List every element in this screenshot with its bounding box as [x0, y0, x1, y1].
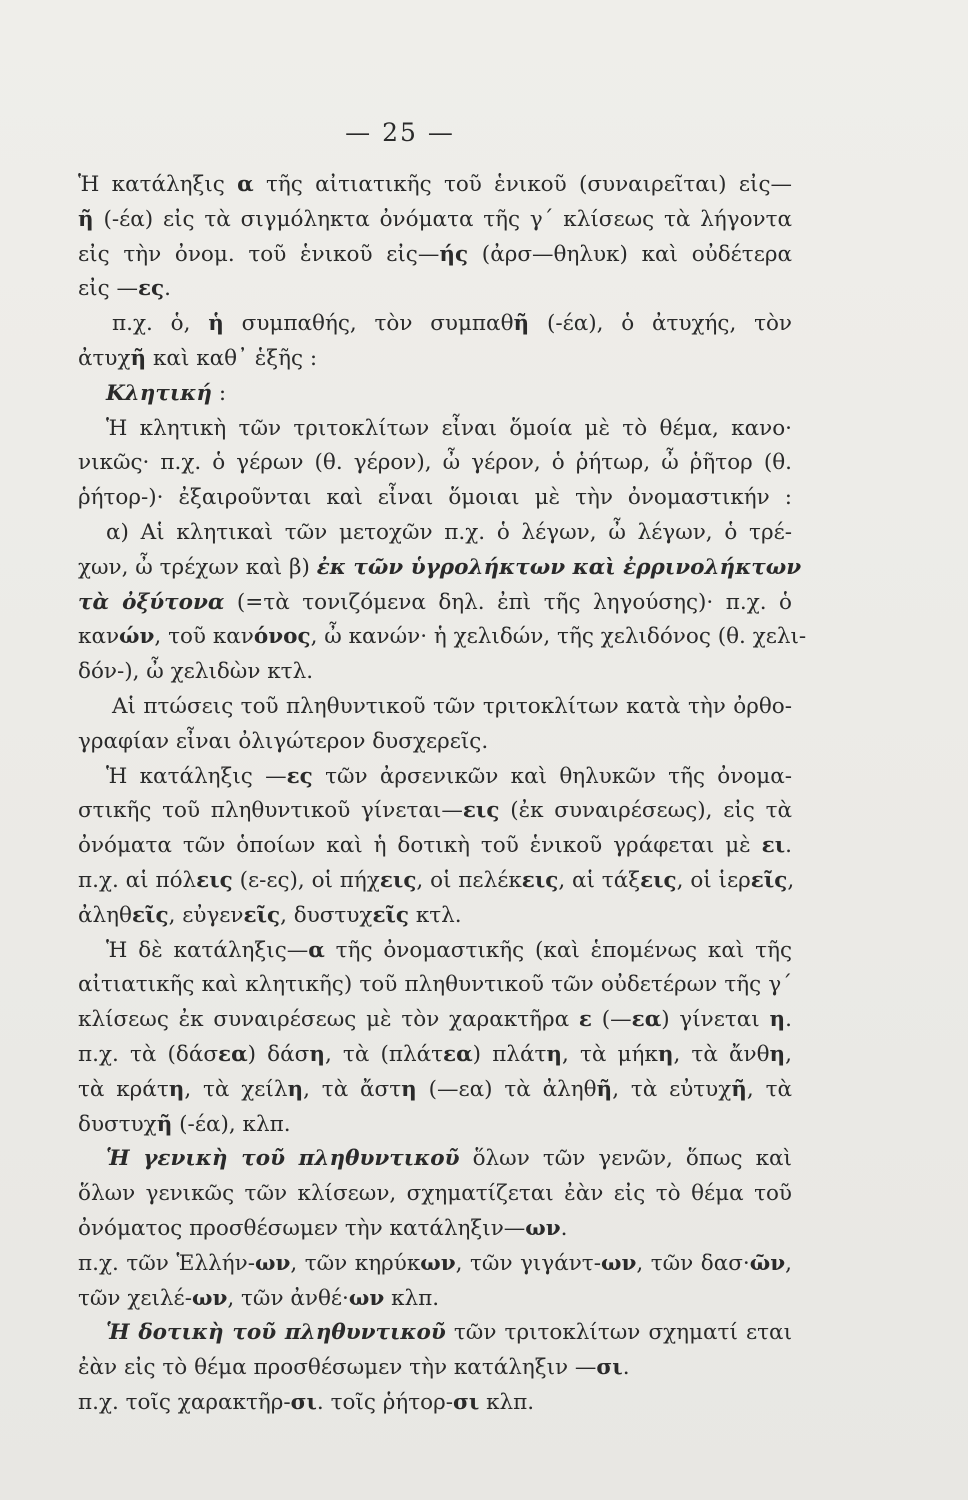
emphasis-italic: Ἡ γενικὴ τοῦ πληθυντικοῦ [106, 1146, 460, 1172]
emphasis-italic: Ἡ δοτικὴ τοῦ πληθυντικοῦ [106, 1320, 446, 1346]
emphasis: εα [443, 1041, 473, 1067]
emphasis-italic: τὰ ὀξύτονα [78, 589, 225, 615]
section-heading: Κλητική : [106, 380, 227, 406]
text-line: τὰ κράτη, τὰ χείλη, τὰ ἄστη (—εα) τὰ ἀληθῆ, τὰ εὐτυχῆ, τὰ [78, 1076, 792, 1102]
emphasis: εῖς [372, 902, 410, 928]
emphasis: η [769, 1041, 786, 1067]
text-line: ὀνόματα τῶν ὁποίων καὶ ἡ δοτικὴ τοῦ ἑνικοῦ γράφεται μὲ ει. [78, 833, 792, 859]
emphasis: σι [596, 1355, 623, 1381]
text-line: ὀνόματος προσθέσωμεν τὴν κατάληξιν—ων. [78, 1215, 568, 1241]
emphasis: ῆ [513, 311, 530, 337]
text-line: εἰς τὴν ὀνομ. τοῦ ἑνικοῦ εἰς—ής (ἀρσ—θηλυκ) καὶ οὐδέτερα [78, 241, 792, 267]
emphasis: ῆ [596, 1076, 613, 1102]
text-line: Ἡ κλητικὴ τῶν τριτοκλίτων εἶναι ὅμοία μὲ τὸ θέμα, κανο· [106, 415, 792, 441]
emphasis: α [308, 937, 325, 963]
body-text [78, 168, 807, 1421]
emphasis: ῆ [78, 206, 94, 232]
emphasis: ῆ [156, 1111, 173, 1137]
text-line: π.χ. τὰ (δάσεα) δάση, τὰ (πλάτεα) πλάτη, τὰ μήκη, τὰ ἄνθη, [78, 1041, 792, 1067]
text-line: π.χ. τῶν Ἑλλήν-ων, τῶν κηρύκων, τῶν γιγάντ-ων, τῶν δασ·ῶν, [78, 1250, 792, 1276]
text-line: Ἡ κατάληξις α τῆς αἰτιατικῆς τοῦ ἑνικοῦ (συναιρεῖται) εἰς— [78, 172, 792, 197]
text-line: ἀτυχῆ καὶ καθ᾽ ἑξῆς : [78, 345, 318, 371]
emphasis-italic: ἐκ τῶν ὑγρολήκτων καὶ ἐρρινολήκτων [316, 554, 802, 580]
emphasis: ες [286, 763, 313, 789]
emphasis: η [309, 1041, 325, 1067]
emphasis: ἡ [208, 311, 224, 337]
emphasis: εα [218, 1041, 248, 1067]
text-line: δυστυχῆ (-έα), κλπ. [78, 1111, 291, 1137]
emphasis: η [401, 1076, 417, 1102]
emphasis: ῶν [749, 1250, 786, 1276]
text-line: ὅλων γενικῶς τῶν κλίσεων, σχηματίζεται ἐὰν εἰς τὸ θέμα τοῦ [78, 1181, 792, 1207]
text-line: εἰς —ες. [78, 276, 171, 302]
emphasis: εις [521, 867, 559, 893]
emphasis: ων [254, 1250, 291, 1276]
emphasis-italic: Κλητική [106, 380, 213, 406]
text-line: τὰ ὀξύτονα (=τὰ τονιζόμενα δηλ. ἐπὶ τῆς ληγούσης)· π.χ. ὁ [78, 589, 792, 615]
emphasis: η [769, 1007, 786, 1033]
emphasis: α [237, 172, 254, 197]
text-line: Ἡ δὲ κατάληξις—α τῆς ὀνομαστικῆς (καὶ ἑπομένως καὶ τῆς [106, 937, 792, 963]
text-line: ἀληθεῖς, εὐγενεῖς, δυστυχεῖς κτλ. [78, 902, 462, 928]
text-line: κλίσεως ἐκ συναιρέσεως μὲ τὸν χαρακτῆρα ε (—εα) γίνεται η. [78, 1007, 792, 1033]
emphasis: η [657, 1041, 674, 1067]
emphasis: εῖς [131, 902, 169, 928]
emphasis: όνος [253, 624, 311, 650]
emphasis: εῖς [243, 902, 281, 928]
emphasis: εις [379, 867, 417, 893]
text-line: Ἡ γενικὴ τοῦ πληθυντικοῦ ὅλων τῶν γενῶν, ὅπως καὶ [106, 1146, 792, 1172]
emphasis: η [287, 1076, 304, 1102]
emphasis: ής [439, 241, 469, 267]
emphasis: ῆ [731, 1076, 747, 1102]
emphasis: ων [191, 1285, 228, 1311]
page-number: — 25 — [345, 118, 455, 147]
text-line: Ἡ κατάληξις —ες τῶν ἀρσενικῶν καὶ θηλυκῶν τῆς ὀνομα- [106, 763, 792, 789]
emphasis: ες [137, 276, 165, 302]
emphasis: εα [631, 1007, 662, 1033]
emphasis: ῆ [130, 345, 147, 371]
text-line: ῥήτορ-)· ἐξαιροῦνται καὶ εἶναι ὅμοιαι μὲ τὴν ὀνομαστικήν : [78, 485, 792, 511]
emphasis: η [546, 1041, 563, 1067]
text-line: α) Αἱ κλητικαὶ τῶν μετοχῶν π.χ. ὁ λέγων, ὦ λέγων, ὁ τρέ- [106, 519, 792, 545]
text-line: γραφίαν εἶναι ὀλιγώτερον δυσχερεῖς. [78, 728, 489, 754]
text-line: χων, ὦ τρέχων καὶ β) ἐκ τῶν ὑγρολήκτων καὶ ἐρρινολήκτων [78, 554, 802, 580]
text-line: Αἱ πτώσεις τοῦ πληθυντικοῦ τῶν τριτοκλίτων κατὰ τὴν ὀρθο- [112, 693, 792, 719]
text-line: π.χ. αἱ πόλεις (ε-ες), οἱ πήχεις, οἱ πελέκεις, αἱ τάξεις, οἱ ἱερεῖς, [78, 867, 795, 893]
emphasis: εις [196, 867, 233, 893]
text-line: αἰτιατικῆς καὶ κλητικῆς) τοῦ πληθυντικοῦ τῶν οὐδετέρων τῆς γ΄ [78, 972, 792, 998]
text-line: Ἡ δοτικὴ τοῦ πληθυντικοῦ τῶν τριτοκλίτων σχηματί εται [106, 1320, 792, 1346]
emphasis: σι [452, 1389, 480, 1415]
emphasis: σι [290, 1389, 317, 1415]
emphasis: ων [420, 1250, 456, 1276]
emphasis: ών [119, 624, 155, 650]
text-line: στικῆς τοῦ πληθυντικοῦ γίνεται—εις (ἐκ συναιρέσεως), εἰς τὰ [78, 798, 792, 824]
emphasis: εις [462, 798, 500, 824]
emphasis: ων [525, 1215, 561, 1241]
emphasis: εις [640, 867, 677, 893]
text-line: δόν-), ὦ χελιδὼν κτλ. [78, 659, 314, 685]
emphasis: ων [348, 1285, 385, 1311]
text-line: π.χ. τοῖς χαρακτῆρ-σι. τοῖς ῥήτορ-σι κλπ. [78, 1389, 535, 1415]
text-line: τῶν χειλέ-ων, τῶν ἀνθέ·ων κλπ. [78, 1285, 440, 1311]
text-line: ἐὰν εἰς τὸ θέμα προσθέσωμεν τὴν κατάληξιν —σι. [78, 1355, 630, 1381]
text-line: ῆ (-έα) εἰς τὰ σιγμόληκτα ὀνόματα τῆς γ΄ κλίσεως τὰ λήγοντα [78, 206, 792, 232]
emphasis: ων [600, 1250, 637, 1276]
text-line: νικῶς· π.χ. ὁ γέρων (θ. γέρον), ὦ γέρον, ὁ ῥήτωρ, ὦ ῥῆτορ (θ. [78, 450, 792, 476]
text-line: κανών, τοῦ κανόνος, ὦ κανών· ἡ χελιδών, τῆς χελιδόνος (θ. χελι- [78, 624, 807, 650]
emphasis: η [168, 1076, 185, 1102]
text-line: π.χ. ὁ, ἡ συμπαθής, τὸν συμπαθῆ (-έα), ὁ ἀτυχής, τὸν [112, 311, 793, 337]
emphasis: ε [578, 1007, 592, 1033]
emphasis: εῖς [750, 867, 788, 893]
emphasis: ει [761, 833, 786, 859]
